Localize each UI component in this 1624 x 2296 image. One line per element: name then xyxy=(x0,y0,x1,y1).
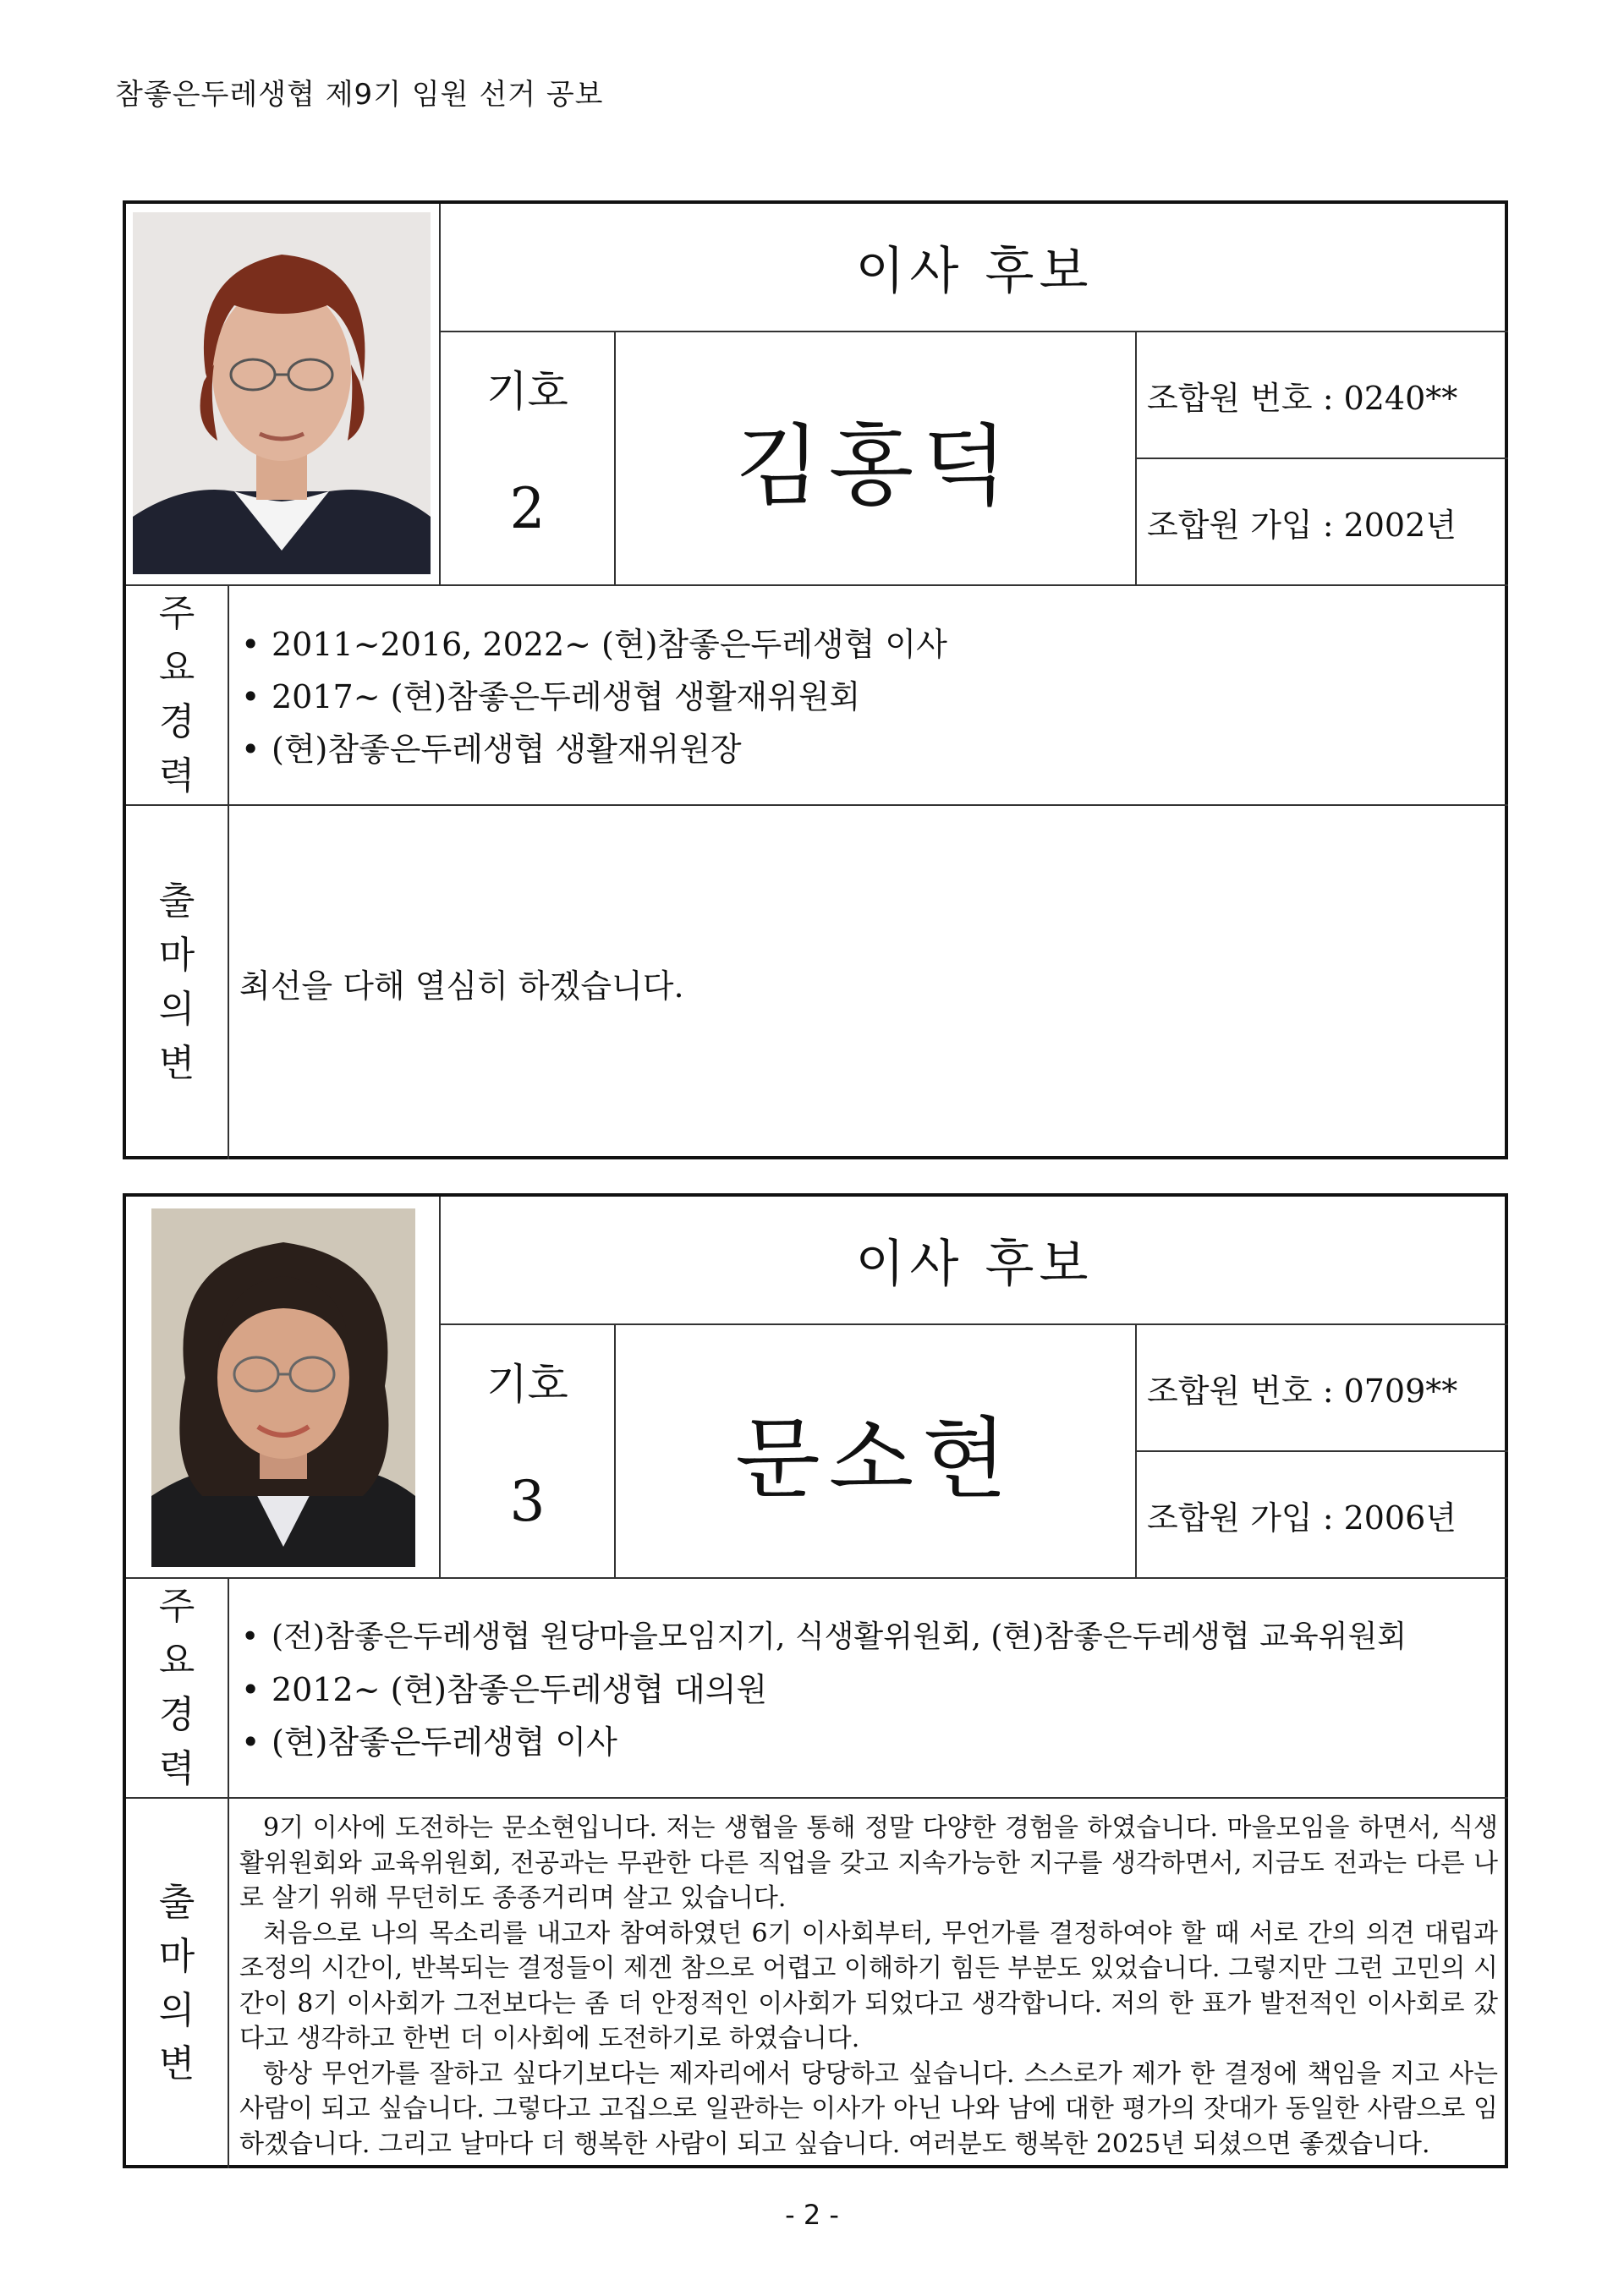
career-list xyxy=(229,586,1508,775)
page-number: - 2 - xyxy=(785,2199,839,2231)
list-item: • (전)참좋은두레생협 원당마을모임지기, 식생활위원회, (현)참좋은두레생협 교육위원회 xyxy=(241,1619,1407,1654)
candidate-photo xyxy=(133,212,431,574)
speech-label: 출 마 의 변 xyxy=(126,804,228,1159)
candidate-name: 문소현 xyxy=(614,1323,1135,1577)
role-title: 이사 후보 xyxy=(439,204,1508,331)
giho-label: 기호 xyxy=(486,1360,568,1409)
list-item: • 2011~2016, 2022~ (현)참좋은두레생협 이사 xyxy=(241,626,947,663)
candidate-name: 김홍덕 xyxy=(614,331,1135,584)
giho-cell xyxy=(439,331,614,584)
career-section xyxy=(228,584,1508,804)
candidate-photo xyxy=(151,1208,415,1567)
candidate-card xyxy=(123,200,1508,1159)
list-item: • 2017~ (현)참좋은두레생협 생활재위원회 xyxy=(241,678,861,715)
speech-label: 출 마 의 변 xyxy=(126,1797,228,2168)
photo-cell xyxy=(126,204,439,584)
career-label: 주 요 경 력 xyxy=(126,584,228,804)
list-item: • 2012~ (현)참좋은두레생협 대의원 xyxy=(241,1671,768,1708)
candidate-card xyxy=(123,1193,1508,2168)
list-item: • (현)참좋은두레생협 이사 xyxy=(241,1723,617,1761)
list-item: • (현)참좋은두레생협 생활재위원장 xyxy=(241,731,742,768)
speech-section xyxy=(228,804,1508,1159)
career-list xyxy=(229,1579,1508,1768)
member-joined: 조합원 가입 : 2006년 xyxy=(1135,1450,1508,1577)
giho-cell xyxy=(439,1323,614,1577)
member-joined: 조합원 가입 : 2002년 xyxy=(1135,458,1508,584)
speech-paragraph: 항상 무언가를 잘하고 싶다기보다는 제자리에서 당당하고 싶습니다. 스스로가 제가 한 결정에 책임을 지고 사는 사람이 되고 싶습니다. 그렇다고 고집으로 일관하는 이사가 아닌 나와 남에 대한 평가의 잣대가 동일한 사람으로 임하겠습니다. 그리고 날마다 더 행복한 사람이 되고 싶습니다. 여러분도 행복한 2025년 되셨으면 좋겠습니다. xyxy=(239,2058,1498,2159)
speech-section xyxy=(228,1797,1508,2168)
giho-number: 2 xyxy=(509,476,546,541)
photo-cell xyxy=(126,1197,439,1577)
document-header: 참좋은두레생협 제9기 임원 선거 공보 xyxy=(115,78,604,112)
career-label: 주 요 경 력 xyxy=(126,1577,228,1797)
giho-label: 기호 xyxy=(486,367,568,416)
speech-paragraph: 처음으로 나의 목소리를 내고자 참여하였던 6기 이사회부터, 무언가를 결정하여야 할 때 서로 간의 의견 대립과 조정의 시간이, 반복되는 결정들이 제겐 참으로 어렵고 이해하기 힘든 부분도 있었습니다. 그렇지만 그런 고민의 시간이 8기 이사회가 그전보다는 좀 더 안정적인 이사회가 되었다고 생각합니다. 저의 한 표가 발전적인 이사회로 갔다고 생각하고 한번 더 이사회에 도전하기로 하였습니다. xyxy=(239,1918,1498,2053)
role-title: 이사 후보 xyxy=(439,1197,1508,1323)
member-number: 조합원 번호 : 0709** xyxy=(1135,1323,1508,1450)
speech-text: 최선을 다해 열심히 하겠습니다. xyxy=(239,967,684,1005)
career-section xyxy=(228,1577,1508,1797)
giho-number: 3 xyxy=(509,1469,546,1534)
member-number: 조합원 번호 : 0240** xyxy=(1135,331,1508,458)
speech-paragraph: 9기 이사에 도전하는 문소현입니다. 저는 생협을 통해 정말 다양한 경험을 하였습니다. 마을모임을 하면서, 식생활위원회와 교육위원회, 전공과는 무관한 다른 직업을 갖고 지속가능한 지구를 생각하면서, 지금도 전과는 다른 나로 살기 위해 무던히도 종종거리며 살고 있습니다. xyxy=(239,1813,1498,1913)
